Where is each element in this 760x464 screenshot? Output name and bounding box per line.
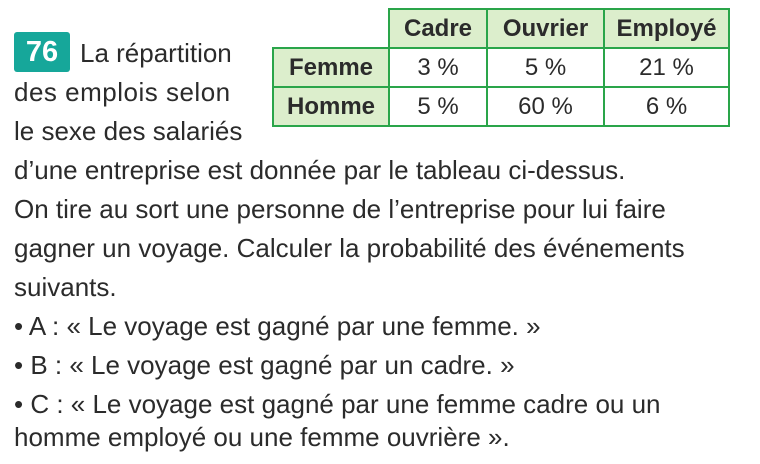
body-line: suivants.	[14, 272, 117, 302]
table-cell: 21 %	[604, 48, 729, 87]
table-cell: 5 %	[389, 87, 487, 126]
intro-line: La répartition	[80, 38, 232, 68]
table-header-row	[273, 9, 729, 48]
row-header-femme: Femme	[273, 48, 389, 87]
body-line: d’une entreprise est donnée par le tableau ci-dessus.	[14, 155, 626, 185]
event-c-line-continued: homme employé ou une femme ouvrière ».	[14, 422, 510, 452]
event-c-line: • C : « Le voyage est gagné par une femme cadre ou un	[14, 389, 661, 419]
table-cell: 5 %	[487, 48, 604, 87]
column-header-ouvrier: Ouvrier	[487, 9, 604, 48]
exercise-number-badge: 76	[14, 32, 70, 72]
employment-table	[272, 8, 730, 127]
table-cell: 6 %	[604, 87, 729, 126]
body-line: On tire au sort une personne de l’entreprise pour lui faire	[14, 194, 666, 224]
exercise	[14, 8, 750, 456]
table-row	[273, 87, 729, 126]
body-line: gagner un voyage. Calculer la probabilité des événements	[14, 233, 685, 263]
intro-line: des emplois selon	[14, 77, 231, 107]
table-corner	[273, 9, 389, 48]
intro-line: le sexe des salariés	[14, 116, 243, 146]
column-header-employe: Employé	[604, 9, 729, 48]
event-a-line: • A : « Le voyage est gagné par une femme. »	[14, 311, 541, 341]
table-row	[273, 48, 729, 87]
row-header-homme: Homme	[273, 87, 389, 126]
table-cell: 3 %	[389, 48, 487, 87]
column-header-cadre: Cadre	[389, 9, 487, 48]
event-b-line: • B : « Le voyage est gagné par un cadre. »	[14, 350, 515, 380]
table-cell: 60 %	[487, 87, 604, 126]
